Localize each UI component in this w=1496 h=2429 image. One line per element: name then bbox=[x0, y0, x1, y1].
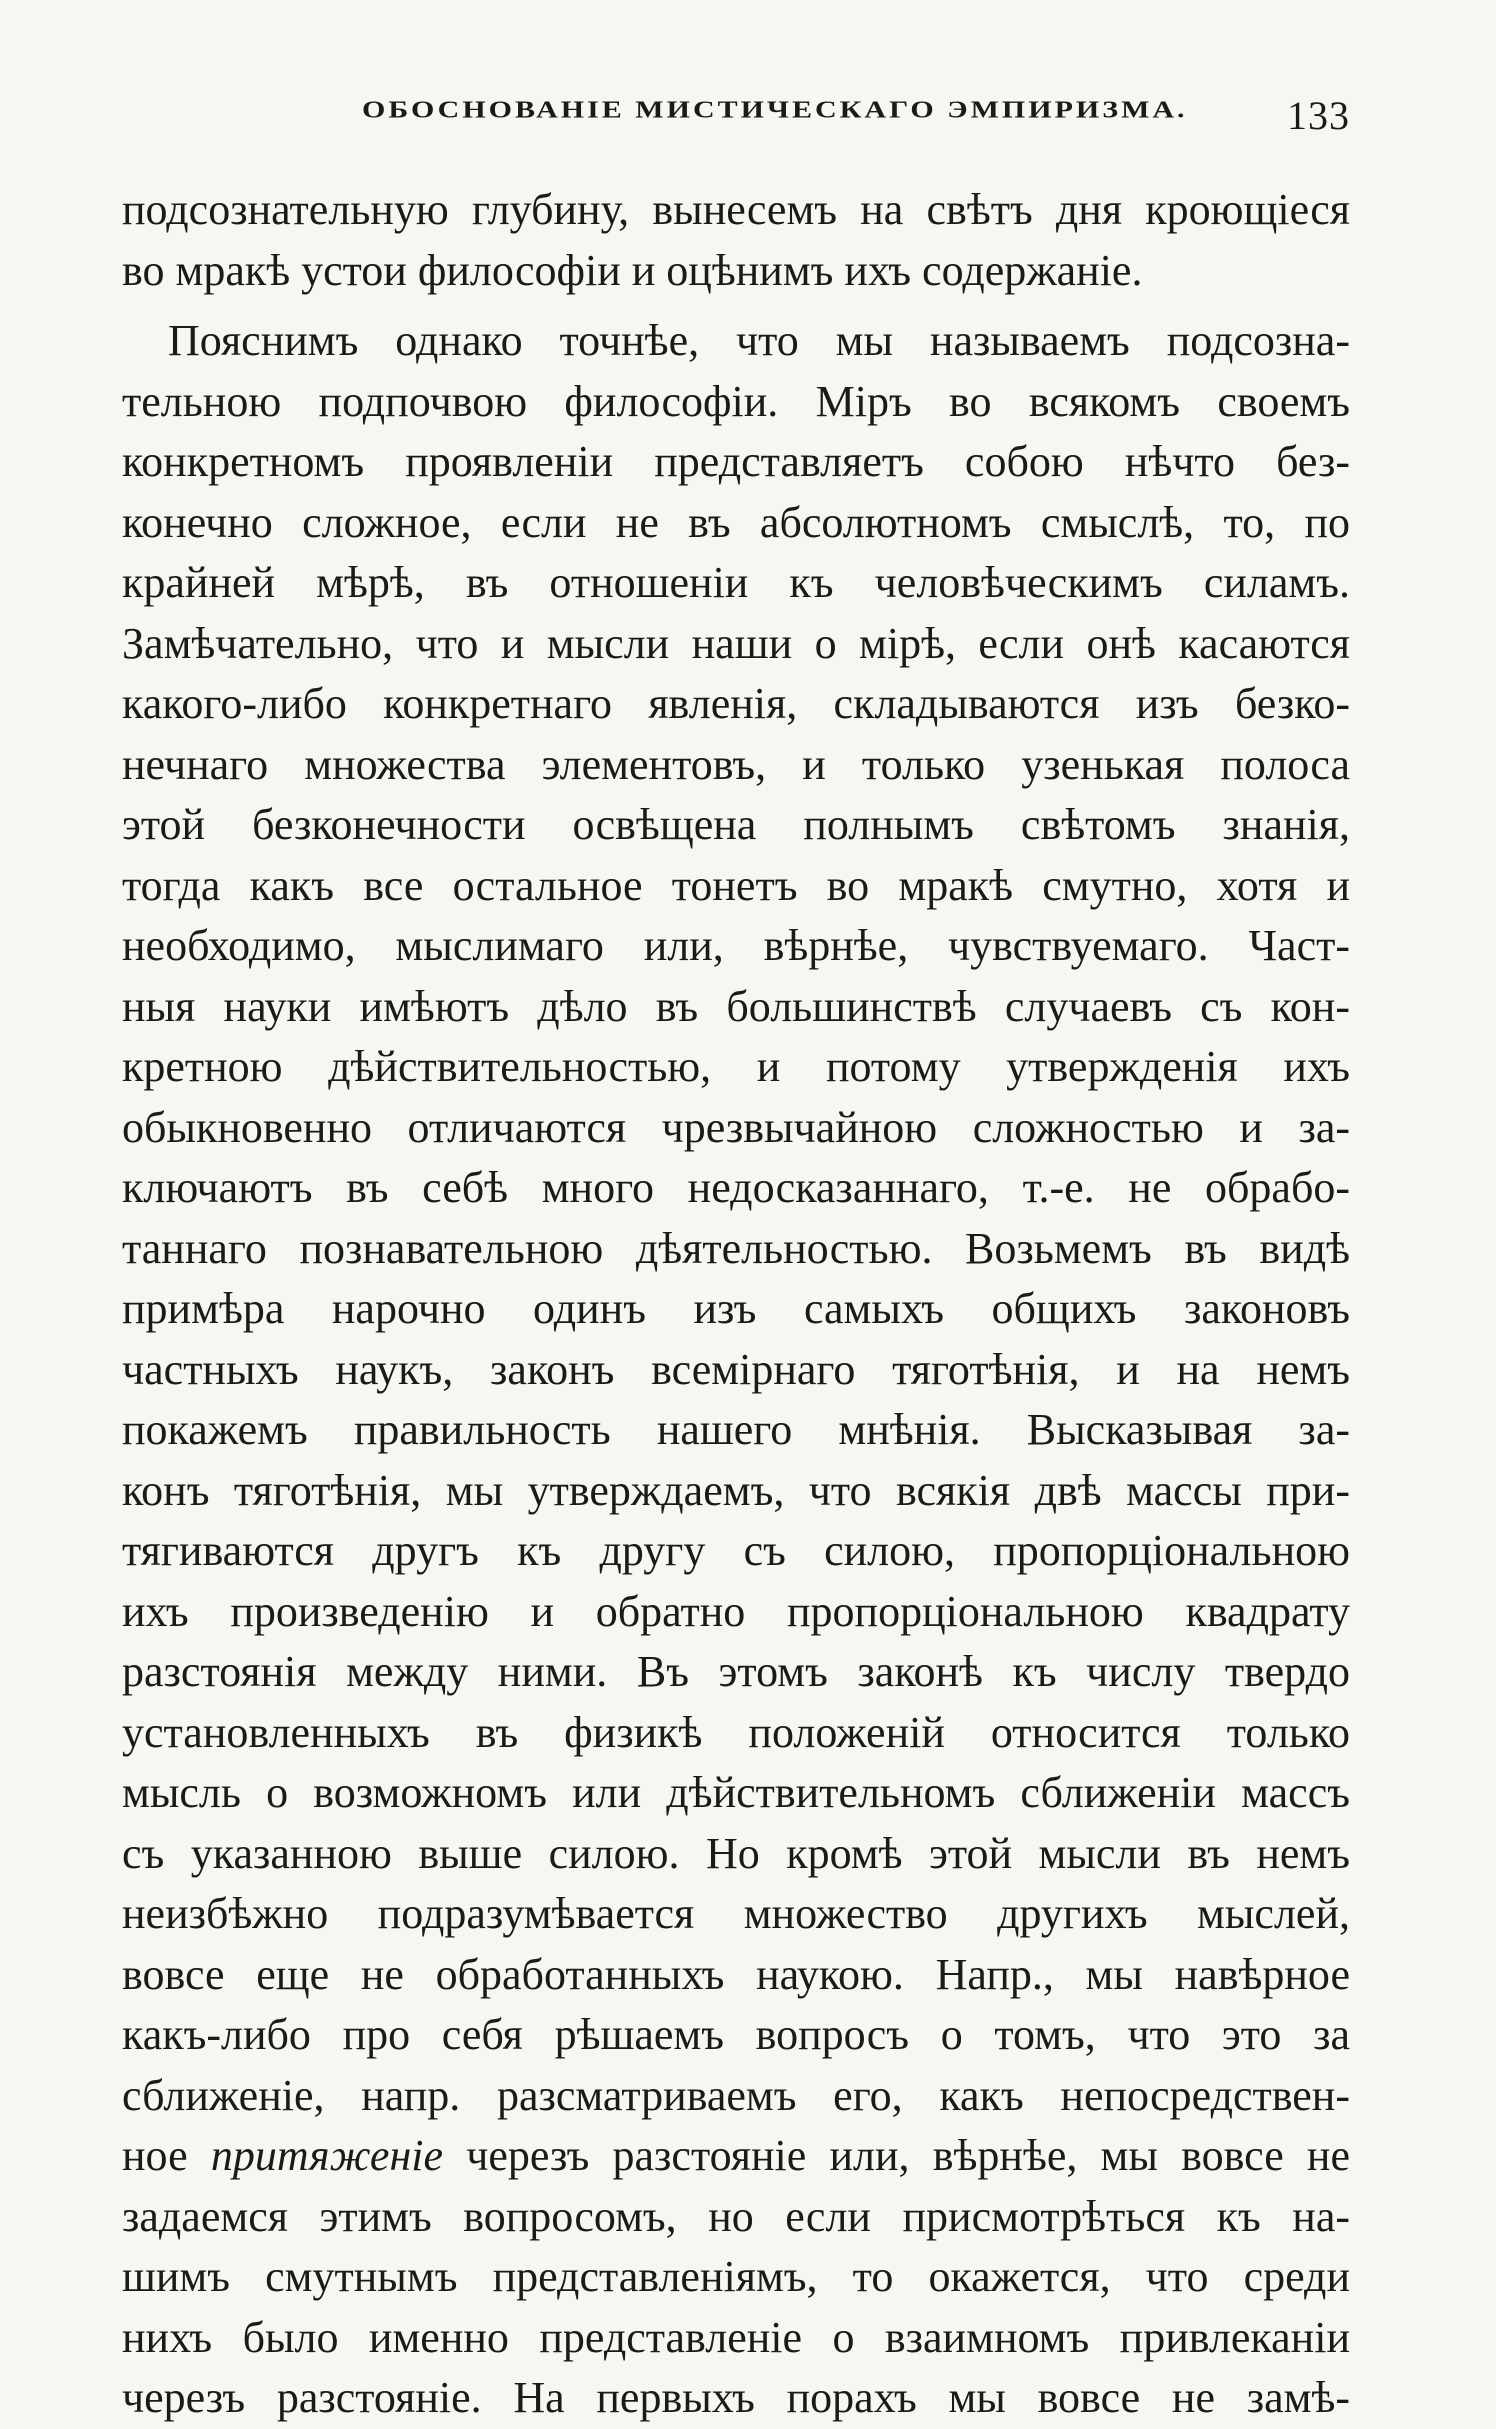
text-line: Пояснимъ однако точнѣе, что мы называемъ подсозна- bbox=[168, 316, 1350, 365]
book-page bbox=[122, 93, 1350, 2429]
text-line: шимъ смутнымъ представленіямъ, то окажется, что среди bbox=[122, 2252, 1350, 2301]
text-line: неизбѣжно подразумѣвается множество другихъ мыслей, bbox=[122, 1889, 1350, 1938]
text-line: тягиваются другъ къ другу съ силою, пропорціональною bbox=[122, 1526, 1350, 1575]
text-line: тельною подпочвою философіи. Міръ во всякомъ своемъ bbox=[122, 376, 1350, 426]
text-line: обыкновенно отличаются чрезвычайною сложностью и за- bbox=[122, 1102, 1350, 1152]
text-line: конечно сложное, если не въ абсолютномъ смыслѣ, то, по bbox=[122, 497, 1350, 547]
text-line: необходимо, мыслимаго или, вѣрнѣе, чувствуемаго. Част- bbox=[122, 921, 1350, 970]
text-line-with-italic bbox=[122, 2126, 1350, 2187]
text-line: крайней мѣрѣ, въ отношеніи къ человѣческимъ силамъ. bbox=[122, 558, 1350, 607]
paragraph-continuation bbox=[122, 180, 1350, 301]
text-line: во мракѣ устои философіи и оцѣнимъ ихъ содержаніе. bbox=[122, 245, 1143, 295]
text-line: частныхъ наукъ, законъ всемірнаго тяготѣнія, и на немъ bbox=[122, 1344, 1350, 1394]
paragraph-main bbox=[122, 311, 1350, 2429]
running-title: ОБОСНОВАНІЕ МИСТИЧЕСКАГО ЭМПИРИЗМА. bbox=[362, 96, 1188, 124]
text-line: какого-либо конкретнаго явленія, складываются изъ безко- bbox=[122, 679, 1350, 728]
page-number: 133 bbox=[1287, 93, 1350, 138]
text-line: конъ тяготѣнія, мы утверждаемъ, что всякія двѣ массы при- bbox=[122, 1465, 1350, 1515]
text-line: подсознательную глубину, вынесемъ на свѣтъ дня кроющіеся bbox=[122, 185, 1350, 234]
text-line: Замѣчательно, что и мысли наши о мірѣ, если онѣ касаются bbox=[122, 618, 1350, 668]
text-line: черезъ разстояніе. На первыхъ порахъ мы вовсе не замѣ- bbox=[122, 2373, 1350, 2422]
text-line: этой безконечности освѣщена полнымъ свѣтомъ знанія, bbox=[122, 800, 1350, 849]
text-line: ключаютъ въ себѣ много недосказаннаго, т.-е. не обрабо- bbox=[122, 1163, 1350, 1212]
page-header bbox=[122, 93, 1350, 152]
text-line: мысль о возможномъ или дѣйствительномъ сближеніи массъ bbox=[122, 1768, 1350, 1817]
text-line: нечнаго множества элементовъ, и только узенькая полоса bbox=[122, 739, 1350, 789]
text-line: сближеніе, напр. разсматриваемъ его, какъ непосредствен- bbox=[122, 2070, 1350, 2120]
text-line: какъ-либо про себя рѣшаемъ вопросъ о томъ, что это за bbox=[122, 2010, 1350, 2059]
text-line: ныя науки имѣютъ дѣло въ большинствѣ случаевъ съ кон- bbox=[122, 981, 1350, 1031]
text-line: задаемся этимъ вопросомъ, но если присмотрѣться къ на- bbox=[122, 2191, 1350, 2241]
text-segment: черезъ разстояніе или, вѣрнѣе, мы вовсе не bbox=[443, 2131, 1350, 2180]
text-line: таннаго познавательною дѣятельностью. Возьмемъ въ видѣ bbox=[122, 1223, 1350, 1273]
text-line: установленныхъ въ физикѣ положеній относится только bbox=[122, 1707, 1350, 1757]
text-line: съ указанною выше силою. Но кромѣ этой мысли въ немъ bbox=[122, 1828, 1350, 1878]
text-line: разстоянія между ними. Въ этомъ законѣ къ числу твердо bbox=[122, 1647, 1350, 1696]
text-line: покажемъ правильность нашего мнѣнія. Высказывая за- bbox=[122, 1405, 1350, 1454]
text-line: кретною дѣйствительностью, и потому утвержденія ихъ bbox=[122, 1042, 1350, 1091]
text-line: нихъ было именно представленіе о взаимномъ привлеканіи bbox=[122, 2312, 1350, 2362]
text-line: ихъ произведенію и обратно пропорціональною квадрату bbox=[122, 1586, 1350, 1636]
text-segment: ное bbox=[122, 2131, 211, 2180]
text-line: вовсе еще не обработанныхъ наукою. Напр., мы навѣрное bbox=[122, 1949, 1350, 1999]
text-line: примѣра нарочно одинъ изъ самыхъ общихъ законовъ bbox=[122, 1284, 1350, 1333]
text-line: тогда какъ все остальное тонетъ во мракѣ смутно, хотя и bbox=[122, 860, 1350, 910]
text-line: конкретномъ проявленіи представляетъ собою нѣчто без- bbox=[122, 437, 1350, 486]
italic-term: притяженіе bbox=[210, 2131, 444, 2180]
